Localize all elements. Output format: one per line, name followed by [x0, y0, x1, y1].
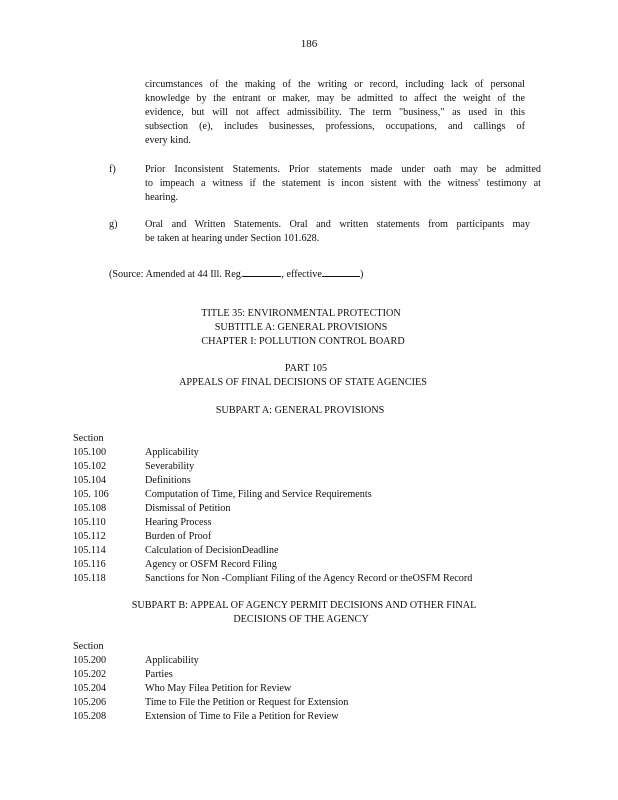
toc-row	[73, 446, 472, 460]
subpart-a-table-of-contents	[73, 432, 472, 586]
paragraph-line: evidence, but will not affect admissibility. The term "business," as used in this	[145, 107, 525, 118]
toc-row	[73, 530, 472, 544]
section-number: 105.112	[73, 531, 106, 542]
subpart-a-heading: SUBPART A: GENERAL PROVISIONS	[215, 405, 385, 416]
continuation-paragraph	[145, 78, 525, 148]
paragraph-line: hearing.	[145, 192, 179, 203]
page-number: 186	[300, 38, 318, 50]
toc-row	[73, 488, 472, 502]
section-number: 105.110	[73, 517, 106, 528]
subpart-b-heading: SUBPART B: APPEAL OF AGENCY PERMIT DECISIONS AND OTHER FINAL	[131, 600, 477, 611]
toc-row	[73, 654, 348, 668]
source-note-middle: , effective	[281, 269, 322, 280]
register-blank	[243, 266, 281, 277]
section-number: 105.118	[73, 573, 106, 584]
section-number: 105.108	[73, 503, 107, 514]
item-f-paragraph	[145, 163, 541, 205]
part-heading: PART 105	[284, 363, 328, 374]
section-label: Section	[73, 433, 104, 444]
section-number: 105.104	[73, 475, 107, 486]
toc-row	[73, 710, 348, 724]
toc-row	[73, 682, 348, 696]
item-g-paragraph	[145, 218, 530, 246]
subpart-b-heading-continued: DECISIONS OF THE AGENCY	[233, 614, 369, 625]
toc-row	[73, 696, 348, 710]
paragraph-line: to impeach a witness if the statement is incon sistent with the witness' testimony at	[145, 178, 541, 189]
title-heading: TITLE 35: ENVIRONMENTAL PROTECTION	[201, 308, 401, 319]
section-title: Sanctions for Non -Compliant Filing of the Agency Record or theOSFM Record	[145, 573, 473, 584]
subpart-b-table-of-contents	[73, 640, 348, 724]
source-note-suffix: )	[359, 269, 364, 280]
toc-row	[73, 474, 472, 488]
section-title: Extension of Time to File a Petition for Review	[145, 711, 339, 722]
part-title: APPEALS OF FINAL DECISIONS OF STATE AGENCIES	[179, 377, 427, 388]
section-title: Agency or OSFM Record Filing	[145, 559, 277, 570]
section-title: Who May Filea Petition for Review	[145, 683, 292, 694]
effective-date-blank	[322, 266, 360, 277]
toc-row	[73, 572, 472, 586]
paragraph-line: Prior Inconsistent Statements. Prior statements made under oath may be admitted	[145, 164, 541, 175]
section-number: 105.204	[73, 683, 107, 694]
paragraph-line: be taken at hearing under Section 101.628.	[145, 233, 320, 244]
section-number: 105.208	[73, 711, 107, 722]
source-note	[109, 266, 363, 282]
toc-row	[73, 544, 472, 558]
section-title: Computation of Time, Filing and Service Requirements	[145, 489, 372, 500]
paragraph-line: knowledge by the entrant or maker, may be admitted to affect the weight of the	[145, 93, 525, 104]
toc-row	[73, 558, 472, 572]
paragraph-line: circumstances of the making of the writing or record, including lack of personal	[145, 79, 525, 90]
section-title: Applicability	[145, 447, 199, 458]
section-number: 105.206	[73, 697, 107, 708]
section-title: Time to File the Petition or Request for Extension	[145, 697, 349, 708]
section-title: Dismissal of Petition	[145, 503, 231, 514]
toc-row	[73, 460, 472, 474]
paragraph-line: every kind.	[145, 135, 191, 146]
section-title: Calculation of DecisionDeadline	[145, 545, 279, 556]
item-marker-f: f)	[109, 164, 116, 175]
source-note-prefix: (Source: Amended at 44 Ill. Reg.	[109, 269, 244, 280]
section-number: 105.114	[73, 545, 106, 556]
subtitle-heading: SUBTITLE A: GENERAL PROVISIONS	[214, 322, 388, 333]
section-title: Burden of Proof	[145, 531, 212, 542]
section-title: Severability	[145, 461, 195, 472]
toc-row	[73, 668, 348, 682]
section-title: Parties	[145, 669, 173, 680]
section-title: Applicability	[145, 655, 199, 666]
toc-row	[73, 516, 472, 530]
section-label: Section	[73, 641, 104, 652]
section-number: 105.100	[73, 447, 107, 458]
paragraph-line: Oral and Written Statements. Oral and written statements from participants may	[145, 219, 530, 230]
section-title: Definitions	[145, 475, 191, 486]
section-number: 105.200	[73, 655, 107, 666]
toc-row	[73, 502, 472, 516]
section-number: 105.116	[73, 559, 106, 570]
chapter-heading: CHAPTER I: POLLUTION CONTROL BOARD	[201, 336, 405, 347]
section-title: Hearing Process	[145, 517, 212, 528]
paragraph-line: subsection (e), includes businesses, professions, occupations, and callings of	[145, 121, 525, 132]
section-number: 105. 106	[73, 489, 109, 500]
section-number: 105.102	[73, 461, 107, 472]
item-marker-g: g)	[109, 219, 118, 230]
section-number: 105.202	[73, 669, 107, 680]
